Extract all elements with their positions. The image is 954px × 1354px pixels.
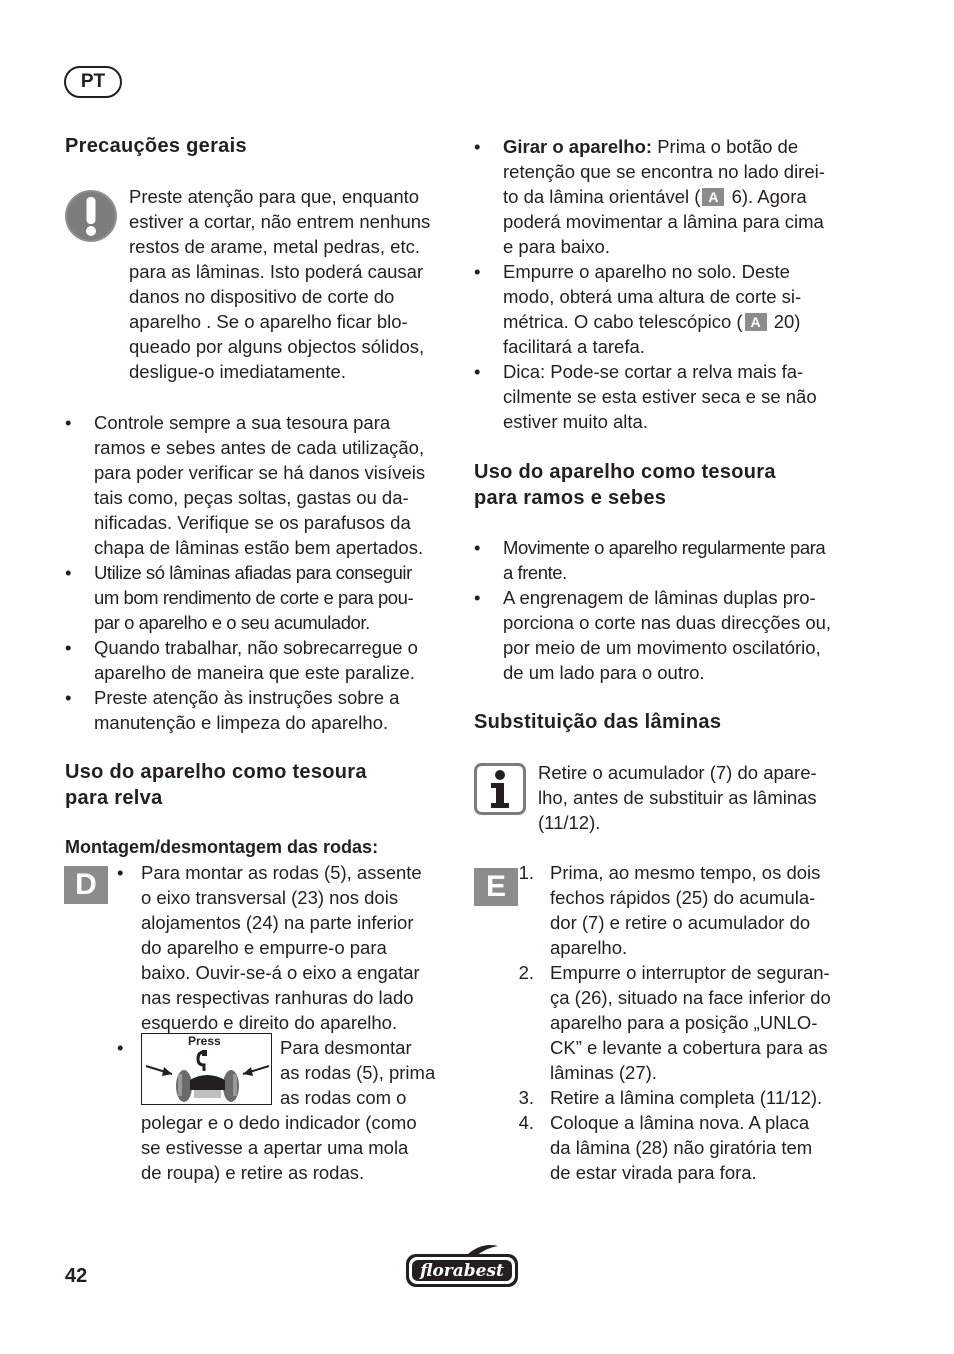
warning-line: restos de arame, metal pedras, etc. — [129, 236, 420, 257]
page-number: 42 — [65, 1265, 88, 1287]
wheel-removal-icon — [142, 1034, 273, 1106]
info-icon — [474, 763, 526, 815]
list-item: • Para montar as rodas (5), assente o eixo transversal (23) nos dois alojamentos (24) na parte inferior do aparelho e empurre-o para baixo. Ouvir-se-á o eixo a engatar nas respectivas ranhuras do lado esquerdo e direito do aparelho. — [117, 862, 422, 1033]
section-letter-e: E — [474, 868, 518, 906]
wheels-subtitle: Montagem/desmontagem das rodas: — [65, 837, 379, 857]
list-item: • Quando trabalhar, não sobrecarregue o aparelho de maneira que este paralize. — [65, 637, 418, 683]
list-item: • Preste atenção às instruções sobre a manutenção e limpeza do aparelho. — [65, 687, 400, 733]
list-item: • A engrenagem de lâminas duplas pro- porciona o corte nas duas direcções ou, por meio de um movimento oscilatório, de um lado para o outro. — [474, 587, 832, 683]
list-item: • Girar o aparelho: Prima o botão de retenção que se encontra no lado direi- to da lâmina orientável ( A 6). Agora poderá movimentar a lâmina para cima e para baixo. — [474, 136, 825, 257]
list-item: • Empurre o aparelho no solo. Deste modo, obterá uma altura de corte si- métrica. O cabo telescópico ( A 20) facilitará a tarefa. — [474, 261, 802, 357]
precautions-title: Precauções gerais — [65, 135, 247, 157]
svg-text:florabest: florabest — [420, 1261, 504, 1281]
list-item: • Movimente o aparelho regularmente para a frente. — [474, 537, 826, 583]
steps-list — [474, 860, 874, 1185]
figure-a-badge: A — [702, 188, 724, 206]
press-illustration — [141, 1033, 272, 1105]
warning-line: desligue-o imediatamente. — [129, 361, 346, 382]
warning-line: aparelho . Se o aparelho ficar blo- — [129, 311, 408, 332]
list-item: • Dica: Pode-se cortar a relva mais fa- cilmente se esta estiver seca e se não estiver muito alta. — [474, 361, 817, 432]
wheel-removal-text: polegar e o dedo indicador (como se estivesse a apertar uma mola de roupa) e retire as rodas. — [141, 1112, 417, 1183]
section-letter-d: D — [64, 866, 108, 904]
hedge-section-title: Uso do aparelho como tesoura para ramos e sebes — [474, 461, 776, 509]
press-label: Press — [188, 1034, 221, 1048]
usage-list — [474, 134, 874, 434]
warning-line: queado por alguns objectos sólidos, — [129, 336, 425, 357]
list-item: 3. Retire a lâmina completa (11/12). — [518, 1087, 823, 1108]
warning-line: para as lâminas. Isto poderá causar — [129, 261, 424, 282]
florabest-logo — [404, 1244, 520, 1290]
lawn-section-title: Uso do aparelho como tesoura para relva — [65, 761, 367, 809]
figure-a-badge: A — [745, 313, 767, 331]
warning-icon — [64, 188, 118, 244]
language-badge: PT — [64, 66, 122, 98]
blades-section-title: Substituição das lâminas — [474, 711, 722, 733]
warning-line: Preste atenção para que, enquanto — [129, 186, 420, 207]
warning-text — [129, 184, 430, 384]
bullet: • — [117, 1037, 124, 1058]
list-item: • Utilize só lâminas afiadas para conseguir um bom rendimento de corte e para pou- par o aparelho e o seu acumulador. — [65, 562, 414, 633]
wheel-removal-side-text: Para desmontar as rodas (5), prima as rodas com o — [280, 1037, 436, 1108]
precautions-list — [65, 410, 455, 735]
warning-line: estiver a cortar, não entrem nenhuns — [129, 211, 431, 232]
hedge-list — [474, 535, 874, 685]
warning-line: danos no dispositivo de corte do — [129, 286, 395, 307]
list-item: 1. Prima, ao mesmo tempo, os dois fechos rápidos (25) do acumula- dor (7) e retire o acumulador do aparelho. — [518, 862, 821, 958]
info-text: Retire o acumulador (7) do apare- lho, antes de substituir as lâminas (11/12). — [538, 762, 817, 833]
list-item: 4. Coloque a lâmina nova. A placa da lâmina (28) não giratória tem de estar virada para fora. — [518, 1112, 813, 1183]
list-item: 2. Empurre o interruptor de seguran- ça (26), situado na face inferior do aparelho para a posição „UNLO- CK” e levante a cobertura para as lâminas (27). — [518, 962, 831, 1083]
list-item: • Controle sempre a sua tesoura para ramos e sebes antes de cada utilização, para poder verificar se há danos visíveis tais como, peças soltas, gastas ou da- nificadas. Verifique se os parafusos da chapa de lâminas estão bem apertados. — [65, 412, 426, 558]
wheels-list — [117, 860, 457, 1035]
